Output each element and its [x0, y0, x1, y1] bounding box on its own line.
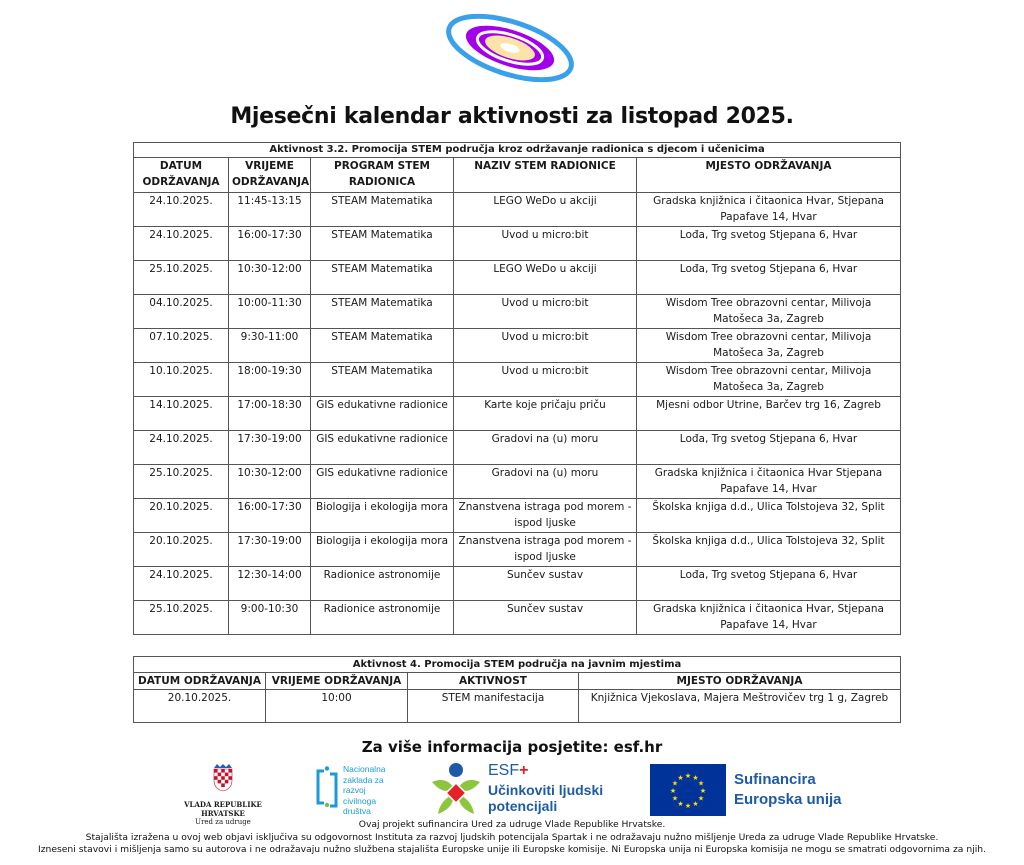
- table-cell: Gradska knjižnica i čitaonica Hvar, Stjepana Papafave 14, Hvar: [637, 193, 901, 227]
- table-cell: 10:00-11:30: [229, 295, 311, 329]
- table-cell: Uvod u micro:bit: [454, 227, 637, 261]
- column-header: MJESTO ODRŽAVANJA: [579, 673, 901, 690]
- table-row: [134, 601, 901, 635]
- table-cell: 11:45-13:15: [229, 193, 311, 227]
- table-cell: STEAM Matematika: [311, 329, 454, 363]
- column-header: VRIJEME ODRŽAVANJA: [229, 158, 311, 193]
- table-cell: Wisdom Tree obrazovni centar, Milivoja Matošeca 3a, Zagreb: [637, 329, 901, 363]
- table-row: [134, 261, 901, 295]
- table-cell: 25.10.2025.: [134, 601, 229, 635]
- esf-title: ESF+: [488, 762, 529, 779]
- table-cell: Gradska knjižnica i čitaonica Hvar Stjepana Papafave 14, Hvar: [637, 465, 901, 499]
- government-name: VLADA REPUBLIKE HRVATSKE: [184, 800, 262, 818]
- eu-cofunding-logo: [650, 764, 870, 816]
- eu-star-icon: ★: [677, 799, 684, 808]
- page-title: Mjesečni kalendar aktivnosti za listopad 2025.: [230, 104, 794, 129]
- table-cell: STEAM Matematika: [311, 227, 454, 261]
- table-row: [134, 465, 901, 499]
- eu-star-icon: ★: [677, 774, 684, 783]
- disclaimer-line: Izneseni stavovi i mišljenja samo su autorova i ne odražavaju nužno službena stajališta Europske unije ili Europske komisije. Ni Europska unija ni Europska komisija ne mogu se smatrati odgovornima za njih.: [37, 844, 987, 855]
- table-cell: Lođa, Trg svetog Stjepana 6, Hvar: [637, 567, 901, 601]
- table-cell: Gradovi na (u) moru: [454, 431, 637, 465]
- esf-flower-icon: [430, 762, 482, 816]
- table-cell: STEAM Matematika: [311, 295, 454, 329]
- eu-flag-icon: [650, 764, 726, 816]
- eu-star-icon: ★: [684, 772, 692, 780]
- table-cell: 20.10.2025.: [134, 690, 266, 723]
- nzrcd-name-line: civilnoga: [343, 795, 377, 806]
- table-cell: Sunčev sustav: [454, 601, 637, 635]
- table-row: [134, 533, 901, 567]
- eu-star-icon: ★: [671, 794, 679, 803]
- table-cell: GIS edukativne radionice: [311, 397, 454, 431]
- government-logo: [168, 762, 278, 826]
- table-cell: STEAM Matematika: [311, 261, 454, 295]
- nzrcd-name-line: društva: [343, 806, 371, 816]
- table-cell: 10.10.2025.: [134, 363, 229, 397]
- table-row: [134, 193, 901, 227]
- more-info-link-text: Za više informacija posjetite: esf.hr: [361, 738, 663, 756]
- eu-star-icon: ★: [692, 799, 699, 808]
- table-row: [134, 690, 901, 723]
- table-cell: Mjesni odbor Utrine, Barčev trg 16, Zagreb: [637, 397, 901, 431]
- table-cell: 24.10.2025.: [134, 567, 229, 601]
- table-cell: Radionice astronomije: [311, 567, 454, 601]
- eu-star-icon: ★: [671, 779, 679, 788]
- table-cell: 24.10.2025.: [134, 193, 229, 227]
- nzrcd-name-line: Nacionalna: [343, 764, 386, 774]
- table-caption: Aktivnost 4. Promocija STEM područja na javnim mjestima: [134, 657, 901, 673]
- table-cell: 9:00-10:30: [229, 601, 311, 635]
- table-cell: STEAM Matematika: [311, 363, 454, 397]
- eu-star-icon: ★: [697, 794, 705, 803]
- table-row: [134, 567, 901, 601]
- table-cell: Wisdom Tree obrazovni centar, Milivoja Matošeca 3a, Zagreb: [637, 295, 901, 329]
- table-cell: Radionice astronomije: [311, 601, 454, 635]
- table-cell: Biologija i ekologija mora: [311, 499, 454, 533]
- table-cell: 24.10.2025.: [134, 431, 229, 465]
- esf-subtitle: Učinkoviti ljudski potencijali: [488, 782, 604, 814]
- table-cell: Lođa, Trg svetog Stjepana 6, Hvar: [637, 431, 901, 465]
- table-cell: Karte koje pričaju priču: [454, 397, 637, 431]
- column-header: AKTIVNOST: [408, 673, 579, 690]
- table-row: [134, 329, 901, 363]
- nzrcd-logo: [315, 764, 405, 820]
- table-cell: 10:30-12:00: [229, 261, 311, 295]
- table-cell: Wisdom Tree obrazovni centar, Milivoja Matošeca 3a, Zagreb: [637, 363, 901, 397]
- table-row: [134, 363, 901, 397]
- table-cell: GIS edukativne radionice: [311, 431, 454, 465]
- table-cell: 10:00: [266, 690, 408, 723]
- disclaimer-line: Ovaj projekt sufinancira Ured za udruge Vlade Republike Hrvatske.: [358, 819, 666, 830]
- table-cell: 18:00-19:30: [229, 363, 311, 397]
- table-cell: LEGO WeDo u akciji: [454, 193, 637, 227]
- croatian-coat-of-arms-icon: [212, 762, 234, 792]
- table-cell: Školska knjiga d.d., Ulica Tolstojeva 32, Split: [637, 499, 901, 533]
- table-cell: Lođa, Trg svetog Stjepana 6, Hvar: [637, 261, 901, 295]
- table-cell: Knjižnica Vjekoslava, Majera Meštrovičev trg 1 g, Zagreb: [579, 690, 901, 723]
- disclaimer: [0, 819, 1024, 857]
- column-header: NAZIV STEM RADIONICE: [454, 158, 637, 193]
- table-cell: Sunčev sustav: [454, 567, 637, 601]
- table-row: [134, 431, 901, 465]
- column-header: VRIJEME ODRŽAVANJA: [266, 673, 408, 690]
- esf-logo: [430, 762, 620, 818]
- table-cell: 20.10.2025.: [134, 533, 229, 567]
- table-cell: Znanstvena istraga pod morem - ispod ljuske: [454, 499, 637, 533]
- table-row: [134, 295, 901, 329]
- table-cell: Gradska knjižnica i čitaonica Hvar, Stjepana Papafave 14, Hvar: [637, 601, 901, 635]
- table-cell: Gradovi na (u) moru: [454, 465, 637, 499]
- table-cell: 17:30-19:00: [229, 431, 311, 465]
- eu-star-icon: ★: [684, 802, 692, 810]
- nzrcd-name-line: razvoj: [343, 785, 366, 795]
- nzrcd-name: [343, 764, 386, 817]
- table-cell: 24.10.2025.: [134, 227, 229, 261]
- disclaimer-line: Stajališta izražena u ovoj web objavi isključiva su odgovornost Instituta za razvoj ljudskih potencijala Spartak i ne odražavaju nužno mišljenje Ureda za udruge Vlade Republike Hrvatske.: [85, 831, 939, 843]
- table-row: [134, 227, 901, 261]
- table-cell: 17:30-19:00: [229, 533, 311, 567]
- bracket-logo-icon: [315, 766, 339, 808]
- eu-star-icon: ★: [697, 779, 705, 788]
- eu-cofunding-text: Sufinancira Europska unija: [734, 771, 842, 808]
- table-cell: 25.10.2025.: [134, 261, 229, 295]
- eu-star-icon: ★: [669, 787, 677, 795]
- table-cell: STEAM Matematika: [311, 193, 454, 227]
- table-cell: Uvod u micro:bit: [454, 363, 637, 397]
- table-cell: Uvod u micro:bit: [454, 329, 637, 363]
- table-cell: 25.10.2025.: [134, 465, 229, 499]
- table-cell: 9:30-11:00: [229, 329, 311, 363]
- activity-4-table: [133, 656, 901, 723]
- table-cell: 14.10.2025.: [134, 397, 229, 431]
- table-cell: 04.10.2025.: [134, 295, 229, 329]
- column-header: DATUM ODRŽAVANJA: [134, 158, 229, 193]
- eu-star-icon: ★: [692, 774, 699, 783]
- eu-star-icon: ★: [699, 787, 707, 795]
- table-row: [134, 397, 901, 431]
- table-cell: Znanstvena istraga pod morem - ispod ljuske: [454, 533, 637, 567]
- column-header: PROGRAM STEM RADIONICA: [311, 158, 454, 193]
- table-cell: Školska knjiga d.d., Ulica Tolstojeva 32, Split: [637, 533, 901, 567]
- table-cell: 20.10.2025.: [134, 499, 229, 533]
- table-cell: 16:00-17:30: [229, 499, 311, 533]
- activity-3-2-table: [133, 142, 901, 635]
- galaxy-spiral-logo: [440, 8, 580, 88]
- table-cell: Uvod u micro:bit: [454, 295, 637, 329]
- column-header: DATUM ODRŽAVANJA: [134, 673, 266, 690]
- table-cell: STEM manifestacija: [408, 690, 579, 723]
- table-cell: 12:30-14:00: [229, 567, 311, 601]
- column-header: MJESTO ODRŽAVANJA: [637, 158, 901, 193]
- table-row: [134, 499, 901, 533]
- nzrcd-name-line: zaklada za: [343, 774, 384, 785]
- government-office: Ured za udruge: [195, 818, 251, 826]
- table-cell: 07.10.2025.: [134, 329, 229, 363]
- table-cell: Lođa, Trg svetog Stjepana 6, Hvar: [637, 227, 901, 261]
- table-cell: 17:00-18:30: [229, 397, 311, 431]
- table-cell: 16:00-17:30: [229, 227, 311, 261]
- table-cell: LEGO WeDo u akciji: [454, 261, 637, 295]
- table-caption: Aktivnost 3.2. Promocija STEM područja kroz održavanje radionica s djecom i učenicima: [134, 143, 901, 158]
- table-cell: GIS edukativne radionice: [311, 465, 454, 499]
- table-cell: Biologija i ekologija mora: [311, 533, 454, 567]
- table-cell: 10:30-12:00: [229, 465, 311, 499]
